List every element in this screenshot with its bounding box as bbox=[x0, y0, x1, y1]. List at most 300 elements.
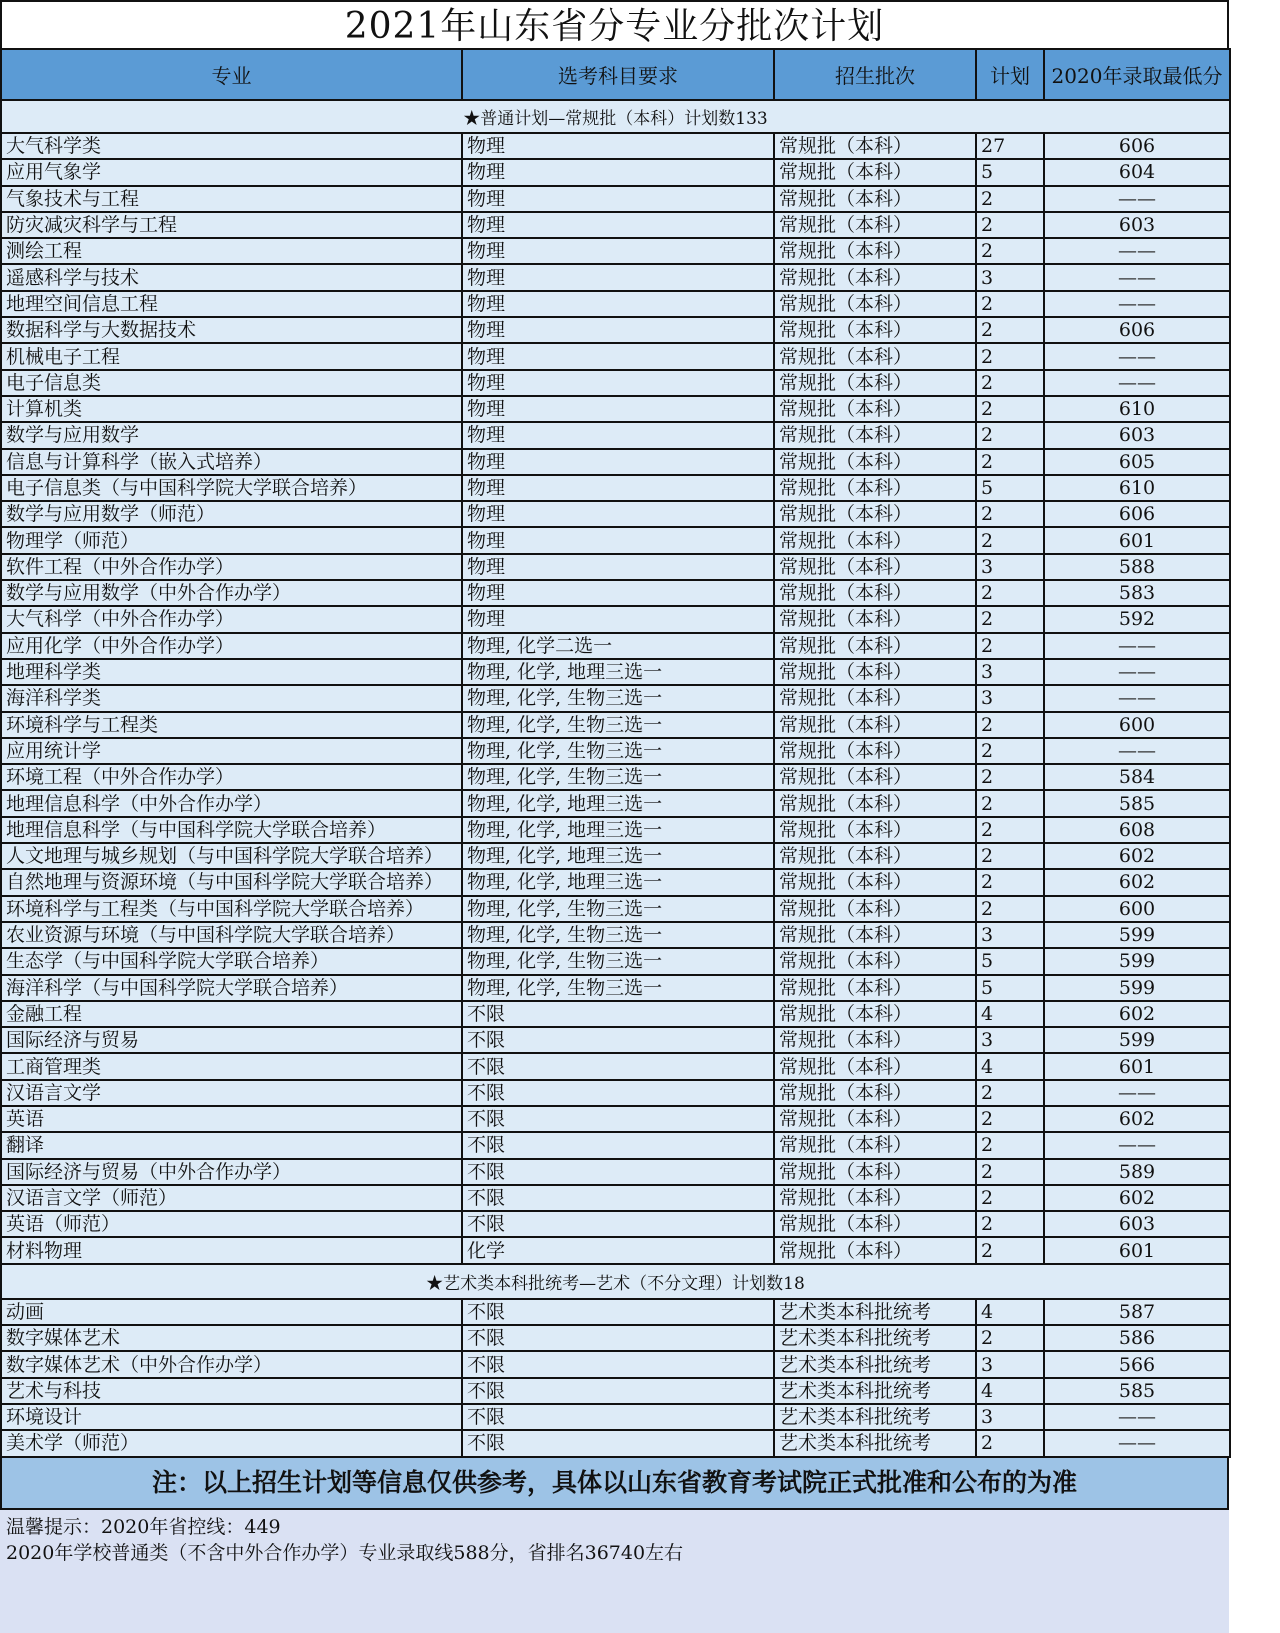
cell-plan: 2 bbox=[976, 501, 1044, 527]
cell-plan: 5 bbox=[976, 475, 1044, 501]
cell-batch: 常规批（本科） bbox=[774, 422, 976, 448]
cell-major: 防灾减灾科学与工程 bbox=[1, 212, 462, 238]
cell-major: 数据科学与大数据技术 bbox=[1, 317, 462, 343]
cell-plan: 2 bbox=[976, 1132, 1044, 1158]
cell-min-score: 603 bbox=[1044, 422, 1230, 448]
table-row bbox=[1, 580, 1230, 606]
cell-batch: 常规批（本科） bbox=[774, 948, 976, 974]
cell-min-score: —— bbox=[1044, 659, 1230, 685]
cell-batch: 常规批（本科） bbox=[774, 554, 976, 580]
cell-subjects: 物理 bbox=[462, 606, 774, 632]
cell-plan: 3 bbox=[976, 685, 1044, 711]
cell-subjects: 物理 bbox=[462, 159, 774, 185]
cell-plan: 2 bbox=[976, 1211, 1044, 1237]
cell-batch: 常规批（本科） bbox=[774, 869, 976, 895]
cell-min-score: 602 bbox=[1044, 843, 1230, 869]
cell-min-score: 601 bbox=[1044, 1237, 1230, 1263]
table-row bbox=[1, 764, 1230, 790]
table-row bbox=[1, 133, 1230, 159]
table-row bbox=[1, 790, 1230, 816]
cell-min-score: 599 bbox=[1044, 922, 1230, 948]
table-row bbox=[1, 1404, 1230, 1430]
cell-subjects: 物理 bbox=[462, 212, 774, 238]
table-row bbox=[1, 869, 1230, 895]
cell-plan: 2 bbox=[976, 712, 1044, 738]
cell-batch: 艺术类本科批统考 bbox=[774, 1378, 976, 1404]
cell-subjects: 不限 bbox=[462, 1053, 774, 1079]
cell-batch: 常规批（本科） bbox=[774, 1211, 976, 1237]
cell-plan: 3 bbox=[976, 1351, 1044, 1377]
column-header-plan: 计划 bbox=[976, 49, 1044, 100]
tips-box bbox=[0, 1510, 1229, 1633]
cell-subjects: 物理, 化学, 生物三选一 bbox=[462, 922, 774, 948]
table-row bbox=[1, 1211, 1230, 1237]
cell-batch: 常规批（本科） bbox=[774, 580, 976, 606]
cell-major: 环境科学与工程类 bbox=[1, 712, 462, 738]
cell-subjects: 物理, 化学, 地理三选一 bbox=[462, 869, 774, 895]
cell-min-score: 588 bbox=[1044, 554, 1230, 580]
section-heading: ★普通计划—常规批（本科）计划数133 bbox=[1, 100, 1230, 133]
cell-min-score: 589 bbox=[1044, 1159, 1230, 1185]
table-row bbox=[1, 396, 1230, 422]
cell-plan: 5 bbox=[976, 159, 1044, 185]
cell-plan: 3 bbox=[976, 554, 1044, 580]
cell-subjects: 物理 bbox=[462, 238, 774, 264]
cell-major: 美术学（师范） bbox=[1, 1430, 462, 1456]
cell-plan: 2 bbox=[976, 212, 1044, 238]
disclaimer-note: 注：以上招生计划等信息仅供参考，具体以山东省教育考试院正式批准和公布的为准 bbox=[0, 1458, 1229, 1510]
cell-plan: 3 bbox=[976, 264, 1044, 290]
cell-subjects: 不限 bbox=[462, 1159, 774, 1185]
cell-min-score: 602 bbox=[1044, 1001, 1230, 1027]
cell-major: 农业资源与环境（与中国科学院大学联合培养） bbox=[1, 922, 462, 948]
cell-major: 数字媒体艺术（中外合作办学） bbox=[1, 1351, 462, 1377]
cell-batch: 常规批（本科） bbox=[774, 633, 976, 659]
cell-subjects: 物理 bbox=[462, 317, 774, 343]
cell-subjects: 物理 bbox=[462, 422, 774, 448]
cell-subjects: 物理, 化学, 生物三选一 bbox=[462, 712, 774, 738]
cell-major: 汉语言文学 bbox=[1, 1080, 462, 1106]
table-row bbox=[1, 843, 1230, 869]
cell-major: 物理学（师范） bbox=[1, 527, 462, 553]
cell-batch: 常规批（本科） bbox=[774, 501, 976, 527]
cell-batch: 常规批（本科） bbox=[774, 606, 976, 632]
cell-subjects: 物理 bbox=[462, 580, 774, 606]
cell-plan: 2 bbox=[976, 764, 1044, 790]
cell-plan: 2 bbox=[976, 1185, 1044, 1211]
table-row bbox=[1, 370, 1230, 396]
cell-min-score: 602 bbox=[1044, 869, 1230, 895]
cell-major: 国际经济与贸易（中外合作办学） bbox=[1, 1159, 462, 1185]
cell-min-score: —— bbox=[1044, 1430, 1230, 1456]
tip-line: 2020年学校普通类（不含中外合作办学）专业录取线588分，省排名36740左右 bbox=[6, 1541, 684, 1564]
table-row bbox=[1, 212, 1230, 238]
cell-major: 环境科学与工程类（与中国科学院大学联合培养） bbox=[1, 896, 462, 922]
table-row bbox=[1, 1237, 1230, 1263]
cell-major: 自然地理与资源环境（与中国科学院大学联合培养） bbox=[1, 869, 462, 895]
cell-plan: 5 bbox=[976, 948, 1044, 974]
cell-major: 环境设计 bbox=[1, 1404, 462, 1430]
cell-major: 测绘工程 bbox=[1, 238, 462, 264]
cell-plan: 2 bbox=[976, 1325, 1044, 1351]
table-row bbox=[1, 633, 1230, 659]
cell-batch: 常规批（本科） bbox=[774, 975, 976, 1001]
cell-batch: 常规批（本科） bbox=[774, 843, 976, 869]
cell-min-score: —— bbox=[1044, 738, 1230, 764]
cell-min-score: 583 bbox=[1044, 580, 1230, 606]
cell-plan: 2 bbox=[976, 633, 1044, 659]
cell-major: 信息与计算科学（嵌入式培养） bbox=[1, 449, 462, 475]
cell-major: 大气科学类 bbox=[1, 133, 462, 159]
table-row bbox=[1, 922, 1230, 948]
column-header-subjects: 选考科目要求 bbox=[462, 49, 774, 100]
cell-major: 艺术与科技 bbox=[1, 1378, 462, 1404]
cell-batch: 常规批（本科） bbox=[774, 1185, 976, 1211]
cell-min-score: 599 bbox=[1044, 948, 1230, 974]
table-row bbox=[1, 1185, 1230, 1211]
cell-subjects: 物理, 化学, 地理三选一 bbox=[462, 659, 774, 685]
sheet-title: 2021年山东省分专业分批次计划 bbox=[0, 0, 1229, 48]
cell-subjects: 物理 bbox=[462, 554, 774, 580]
cell-min-score: 599 bbox=[1044, 1027, 1230, 1053]
cell-batch: 常规批（本科） bbox=[774, 264, 976, 290]
table-row bbox=[1, 264, 1230, 290]
cell-major: 应用化学（中外合作办学） bbox=[1, 633, 462, 659]
cell-major: 数学与应用数学 bbox=[1, 422, 462, 448]
cell-min-score: 608 bbox=[1044, 817, 1230, 843]
cell-major: 数学与应用数学（师范） bbox=[1, 501, 462, 527]
column-header-major: 专业 bbox=[1, 49, 462, 100]
cell-major: 生态学（与中国科学院大学联合培养） bbox=[1, 948, 462, 974]
cell-major: 应用统计学 bbox=[1, 738, 462, 764]
cell-major: 汉语言文学（师范） bbox=[1, 1185, 462, 1211]
cell-plan: 2 bbox=[976, 1237, 1044, 1263]
cell-major: 英语（师范） bbox=[1, 1211, 462, 1237]
cell-subjects: 物理, 化学, 生物三选一 bbox=[462, 685, 774, 711]
table-row bbox=[1, 343, 1230, 369]
cell-min-score: 603 bbox=[1044, 1211, 1230, 1237]
table-row bbox=[1, 1159, 1230, 1185]
table-row bbox=[1, 1378, 1230, 1404]
cell-subjects: 物理 bbox=[462, 264, 774, 290]
cell-major: 地理科学类 bbox=[1, 659, 462, 685]
cell-major: 数字媒体艺术 bbox=[1, 1325, 462, 1351]
table-row bbox=[1, 738, 1230, 764]
cell-batch: 常规批（本科） bbox=[774, 1080, 976, 1106]
table-row bbox=[1, 1299, 1230, 1325]
table-row bbox=[1, 1430, 1230, 1456]
cell-subjects: 不限 bbox=[462, 1027, 774, 1053]
cell-min-score: 610 bbox=[1044, 396, 1230, 422]
cell-plan: 4 bbox=[976, 1001, 1044, 1027]
cell-batch: 常规批（本科） bbox=[774, 159, 976, 185]
cell-subjects: 不限 bbox=[462, 1325, 774, 1351]
table-row bbox=[1, 1351, 1230, 1377]
cell-major: 翻译 bbox=[1, 1132, 462, 1158]
cell-plan: 2 bbox=[976, 291, 1044, 317]
cell-plan: 2 bbox=[976, 238, 1044, 264]
cell-plan: 2 bbox=[976, 869, 1044, 895]
cell-subjects: 不限 bbox=[462, 1106, 774, 1132]
cell-major: 海洋科学类 bbox=[1, 685, 462, 711]
cell-subjects: 不限 bbox=[462, 1080, 774, 1106]
cell-min-score: 601 bbox=[1044, 527, 1230, 553]
cell-min-score: —— bbox=[1044, 1132, 1230, 1158]
cell-min-score: —— bbox=[1044, 685, 1230, 711]
cell-batch: 常规批（本科） bbox=[774, 817, 976, 843]
cell-batch: 常规批（本科） bbox=[774, 449, 976, 475]
cell-plan: 2 bbox=[976, 343, 1044, 369]
cell-min-score: —— bbox=[1044, 291, 1230, 317]
table-row bbox=[1, 475, 1230, 501]
cell-plan: 2 bbox=[976, 606, 1044, 632]
cell-batch: 艺术类本科批统考 bbox=[774, 1351, 976, 1377]
cell-min-score: 600 bbox=[1044, 896, 1230, 922]
cell-batch: 常规批（本科） bbox=[774, 186, 976, 212]
cell-plan: 3 bbox=[976, 1027, 1044, 1053]
cell-batch: 常规批（本科） bbox=[774, 1237, 976, 1263]
cell-plan: 2 bbox=[976, 1159, 1044, 1185]
cell-batch: 艺术类本科批统考 bbox=[774, 1325, 976, 1351]
cell-min-score: 602 bbox=[1044, 1106, 1230, 1132]
table-row bbox=[1, 606, 1230, 632]
cell-subjects: 物理 bbox=[462, 396, 774, 422]
cell-subjects: 物理, 化学, 地理三选一 bbox=[462, 817, 774, 843]
cell-subjects: 化学 bbox=[462, 1237, 774, 1263]
cell-plan: 2 bbox=[976, 449, 1044, 475]
cell-min-score: 585 bbox=[1044, 790, 1230, 816]
cell-subjects: 物理 bbox=[462, 343, 774, 369]
cell-batch: 常规批（本科） bbox=[774, 896, 976, 922]
cell-major: 数学与应用数学（中外合作办学） bbox=[1, 580, 462, 606]
cell-batch: 常规批（本科） bbox=[774, 738, 976, 764]
cell-subjects: 不限 bbox=[462, 1351, 774, 1377]
cell-plan: 3 bbox=[976, 1404, 1044, 1430]
cell-min-score: 586 bbox=[1044, 1325, 1230, 1351]
cell-major: 地理信息科学（与中国科学院大学联合培养） bbox=[1, 817, 462, 843]
cell-min-score: —— bbox=[1044, 238, 1230, 264]
cell-batch: 常规批（本科） bbox=[774, 396, 976, 422]
section-heading: ★艺术类本科批统考—艺术（不分文理）计划数18 bbox=[1, 1264, 1230, 1299]
table-row bbox=[1, 712, 1230, 738]
cell-min-score: —— bbox=[1044, 264, 1230, 290]
cell-min-score: —— bbox=[1044, 633, 1230, 659]
cell-major: 环境工程（中外合作办学） bbox=[1, 764, 462, 790]
cell-batch: 艺术类本科批统考 bbox=[774, 1404, 976, 1430]
cell-min-score: —— bbox=[1044, 343, 1230, 369]
cell-batch: 艺术类本科批统考 bbox=[774, 1430, 976, 1456]
cell-major: 海洋科学（与中国科学院大学联合培养） bbox=[1, 975, 462, 1001]
cell-min-score: 584 bbox=[1044, 764, 1230, 790]
cell-plan: 2 bbox=[976, 422, 1044, 448]
cell-plan: 2 bbox=[976, 738, 1044, 764]
table-row bbox=[1, 554, 1230, 580]
cell-min-score: 606 bbox=[1044, 133, 1230, 159]
cell-plan: 4 bbox=[976, 1378, 1044, 1404]
cell-min-score: —— bbox=[1044, 370, 1230, 396]
cell-batch: 常规批（本科） bbox=[774, 238, 976, 264]
cell-min-score: —— bbox=[1044, 1404, 1230, 1430]
table-header-row bbox=[1, 49, 1230, 100]
table-row bbox=[1, 238, 1230, 264]
cell-major: 机械电子工程 bbox=[1, 343, 462, 369]
cell-major: 地理空间信息工程 bbox=[1, 291, 462, 317]
cell-min-score: 592 bbox=[1044, 606, 1230, 632]
cell-min-score: 606 bbox=[1044, 501, 1230, 527]
cell-min-score: 587 bbox=[1044, 1299, 1230, 1325]
cell-major: 地理信息科学（中外合作办学） bbox=[1, 790, 462, 816]
plan-table bbox=[0, 48, 1231, 1458]
cell-subjects: 物理 bbox=[462, 527, 774, 553]
cell-plan: 2 bbox=[976, 817, 1044, 843]
cell-major: 动画 bbox=[1, 1299, 462, 1325]
cell-batch: 常规批（本科） bbox=[774, 133, 976, 159]
cell-subjects: 不限 bbox=[462, 1132, 774, 1158]
cell-batch: 常规批（本科） bbox=[774, 659, 976, 685]
cell-min-score: —— bbox=[1044, 186, 1230, 212]
cell-plan: 2 bbox=[976, 370, 1044, 396]
cell-plan: 2 bbox=[976, 580, 1044, 606]
cell-batch: 常规批（本科） bbox=[774, 1106, 976, 1132]
cell-subjects: 物理, 化学, 生物三选一 bbox=[462, 738, 774, 764]
column-header-min-score: 2020年录取最低分 bbox=[1044, 49, 1230, 100]
cell-batch: 常规批（本科） bbox=[774, 712, 976, 738]
cell-plan: 2 bbox=[976, 790, 1044, 816]
cell-plan: 2 bbox=[976, 843, 1044, 869]
cell-min-score: 601 bbox=[1044, 1053, 1230, 1079]
cell-subjects: 物理 bbox=[462, 475, 774, 501]
cell-plan: 2 bbox=[976, 317, 1044, 343]
cell-min-score: 610 bbox=[1044, 475, 1230, 501]
cell-subjects: 不限 bbox=[462, 1211, 774, 1237]
cell-batch: 艺术类本科批统考 bbox=[774, 1299, 976, 1325]
table-row bbox=[1, 1325, 1230, 1351]
cell-major: 大气科学（中外合作办学） bbox=[1, 606, 462, 632]
cell-min-score: 605 bbox=[1044, 449, 1230, 475]
cell-subjects: 物理, 化学, 生物三选一 bbox=[462, 975, 774, 1001]
cell-batch: 常规批（本科） bbox=[774, 1053, 976, 1079]
cell-plan: 4 bbox=[976, 1299, 1044, 1325]
table-row bbox=[1, 291, 1230, 317]
table-row bbox=[1, 1001, 1230, 1027]
cell-batch: 常规批（本科） bbox=[774, 291, 976, 317]
cell-plan: 4 bbox=[976, 1053, 1044, 1079]
cell-subjects: 物理 bbox=[462, 370, 774, 396]
table-row bbox=[1, 527, 1230, 553]
cell-plan: 2 bbox=[976, 186, 1044, 212]
cell-min-score: 599 bbox=[1044, 975, 1230, 1001]
cell-subjects: 不限 bbox=[462, 1430, 774, 1456]
cell-subjects: 物理, 化学, 生物三选一 bbox=[462, 764, 774, 790]
cell-major: 气象技术与工程 bbox=[1, 186, 462, 212]
cell-plan: 2 bbox=[976, 1430, 1044, 1456]
cell-min-score: 585 bbox=[1044, 1378, 1230, 1404]
cell-plan: 2 bbox=[976, 396, 1044, 422]
table-row bbox=[1, 896, 1230, 922]
cell-batch: 常规批（本科） bbox=[774, 527, 976, 553]
cell-subjects: 物理 bbox=[462, 449, 774, 475]
cell-major: 人文地理与城乡规划（与中国科学院大学联合培养） bbox=[1, 843, 462, 869]
cell-batch: 常规批（本科） bbox=[774, 685, 976, 711]
cell-batch: 常规批（本科） bbox=[774, 1132, 976, 1158]
cell-major: 英语 bbox=[1, 1106, 462, 1132]
cell-batch: 常规批（本科） bbox=[774, 1159, 976, 1185]
table-row bbox=[1, 975, 1230, 1001]
cell-batch: 常规批（本科） bbox=[774, 764, 976, 790]
cell-plan: 3 bbox=[976, 659, 1044, 685]
column-header-batch: 招生批次 bbox=[774, 49, 976, 100]
cell-batch: 常规批（本科） bbox=[774, 922, 976, 948]
table-row bbox=[1, 449, 1230, 475]
cell-major: 材料物理 bbox=[1, 1237, 462, 1263]
cell-plan: 2 bbox=[976, 896, 1044, 922]
cell-subjects: 物理, 化学, 生物三选一 bbox=[462, 948, 774, 974]
cell-batch: 常规批（本科） bbox=[774, 370, 976, 396]
cell-min-score: 602 bbox=[1044, 1185, 1230, 1211]
cell-major: 计算机类 bbox=[1, 396, 462, 422]
cell-min-score: 600 bbox=[1044, 712, 1230, 738]
cell-batch: 常规批（本科） bbox=[774, 790, 976, 816]
cell-plan: 5 bbox=[976, 975, 1044, 1001]
cell-subjects: 物理 bbox=[462, 291, 774, 317]
table-row bbox=[1, 685, 1230, 711]
table-row bbox=[1, 1053, 1230, 1079]
table-row bbox=[1, 1080, 1230, 1106]
cell-min-score: 604 bbox=[1044, 159, 1230, 185]
section-heading-row bbox=[1, 1264, 1230, 1299]
cell-major: 金融工程 bbox=[1, 1001, 462, 1027]
cell-plan: 2 bbox=[976, 1106, 1044, 1132]
cell-major: 电子信息类 bbox=[1, 370, 462, 396]
cell-major: 国际经济与贸易 bbox=[1, 1027, 462, 1053]
cell-subjects: 物理 bbox=[462, 501, 774, 527]
cell-batch: 常规批（本科） bbox=[774, 475, 976, 501]
section-heading-row bbox=[1, 100, 1230, 133]
table-row bbox=[1, 1027, 1230, 1053]
cell-subjects: 不限 bbox=[462, 1299, 774, 1325]
cell-subjects: 物理, 化学二选一 bbox=[462, 633, 774, 659]
cell-batch: 常规批（本科） bbox=[774, 212, 976, 238]
cell-subjects: 不限 bbox=[462, 1185, 774, 1211]
table-row bbox=[1, 817, 1230, 843]
cell-subjects: 物理 bbox=[462, 133, 774, 159]
table-row bbox=[1, 317, 1230, 343]
cell-major: 工商管理类 bbox=[1, 1053, 462, 1079]
cell-subjects: 物理 bbox=[462, 186, 774, 212]
cell-batch: 常规批（本科） bbox=[774, 317, 976, 343]
cell-min-score: 603 bbox=[1044, 212, 1230, 238]
cell-major: 应用气象学 bbox=[1, 159, 462, 185]
table-row bbox=[1, 501, 1230, 527]
cell-min-score: 606 bbox=[1044, 317, 1230, 343]
cell-major: 电子信息类（与中国科学院大学联合培养） bbox=[1, 475, 462, 501]
table-row bbox=[1, 659, 1230, 685]
table-row bbox=[1, 1106, 1230, 1132]
table-row bbox=[1, 186, 1230, 212]
table-body bbox=[1, 100, 1230, 1457]
table-row bbox=[1, 159, 1230, 185]
cell-subjects: 不限 bbox=[462, 1404, 774, 1430]
cell-plan: 27 bbox=[976, 133, 1044, 159]
cell-major: 遥感科学与技术 bbox=[1, 264, 462, 290]
cell-subjects: 不限 bbox=[462, 1001, 774, 1027]
cell-plan: 2 bbox=[976, 527, 1044, 553]
cell-subjects: 物理, 化学, 地理三选一 bbox=[462, 843, 774, 869]
cell-major: 软件工程（中外合作办学） bbox=[1, 554, 462, 580]
cell-plan: 2 bbox=[976, 1080, 1044, 1106]
cell-batch: 常规批（本科） bbox=[774, 343, 976, 369]
cell-batch: 常规批（本科） bbox=[774, 1001, 976, 1027]
